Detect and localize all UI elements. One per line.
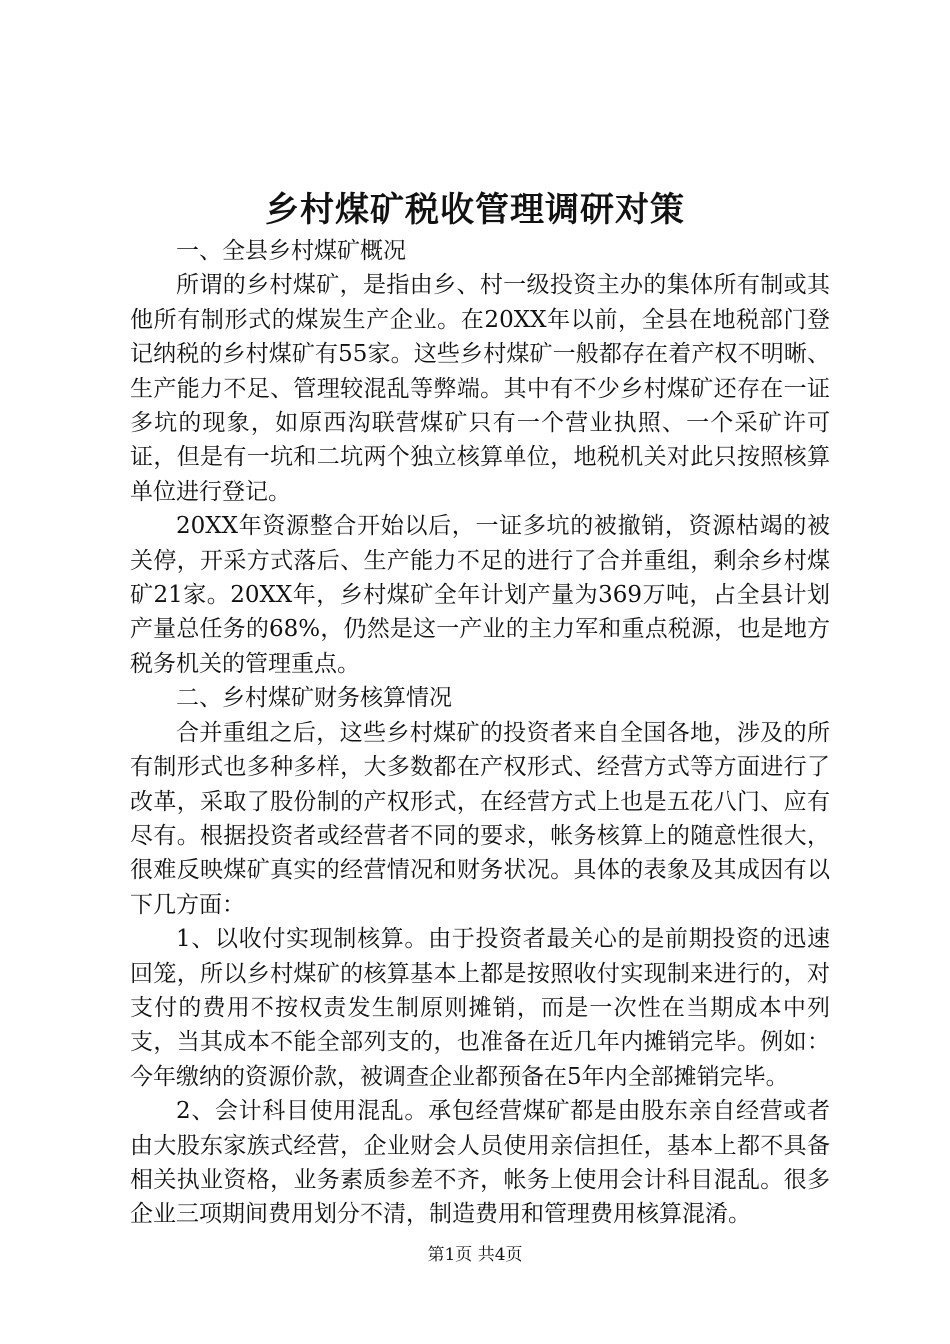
document-title: 乡村煤矿税收管理调研对策 — [265, 190, 685, 230]
page-footer: 第1页 共4页 — [427, 1245, 523, 1265]
section-heading-2: 二、乡村煤矿财务核算情况 — [176, 685, 452, 712]
section-heading-1: 一、全县乡村煤矿概况 — [176, 238, 406, 264]
paragraph-cash-basis: 1、以收付实现制核算。由于投资者最关心的是前期投资的迅速回笼，所以乡村煤矿的核算基本上都是按照收付实现制来进行的，对支付的费用不按权责发生制原则摊销，而是一次性在当期成本中列支，当其成本不能全部列支的，也准备在近几年内摊销完毕。例如：今年缴纳的资源价款，被调查企业都预备在5年内全部摊销完毕。 — [130, 926, 830, 1090]
paragraph-integration: 20XX年资源整合开始以后，一证多坑的被撤销，资源枯竭的被关停，开采方式落后、生产能力不足的进行了合并重组，剩余乡村煤矿21家。20XX年，乡村煤矿全年计划产量为369万吨，占全县计划产量总任务的68%，仍然是这一产业的主力军和重点税源，也是地方税务机关的管理重点。 — [130, 513, 830, 677]
paragraph-overview: 所谓的乡村煤矿，是指由乡、村一级投资主办的集体所有制或其他所有制形式的煤炭生产企业。在20XX年以前，全县在地税部门登记纳税的乡村煤矿有55家。这些乡村煤矿一般都存在着产权不明晰、生产能力不足、管理较混乱等弊端。其中有不少乡村煤矿还存在一证多坑的现象，如原西沟联营煤矿只有一个营业执照、一个采矿许可证，但是有一坑和二坑两个独立核算单位，地税机关对此只按照核算单位进行登记。 — [130, 272, 830, 505]
paragraph-accounts-confusion: 2、会计科目使用混乱。承包经营煤矿都是由股东亲自经营或者由大股东家族式经营，企业财会人员使用亲信担任，基本上都不具备相关执业资格，业务素质参差不齐，帐务上使用会计科目混乱。很多企业三项期间费用划分不清，制造费用和管理费用核算混淆。 — [130, 1098, 830, 1228]
document-body — [130, 234, 830, 1232]
paragraph-accounting: 合并重组之后，这些乡村煤矿的投资者来自全国各地，涉及的所有制形式也多种多样，大多数都在产权形式、经营方式等方面进行了改革，采取了股份制的产权形式，在经营方式上也是五花八门、应有尽有。根据投资者或经营者不同的要求，帐务核算上的随意性很大，很难反映煤矿真实的经营情况和财务状况。具体的表象及其成因有以下几方面： — [130, 719, 830, 918]
